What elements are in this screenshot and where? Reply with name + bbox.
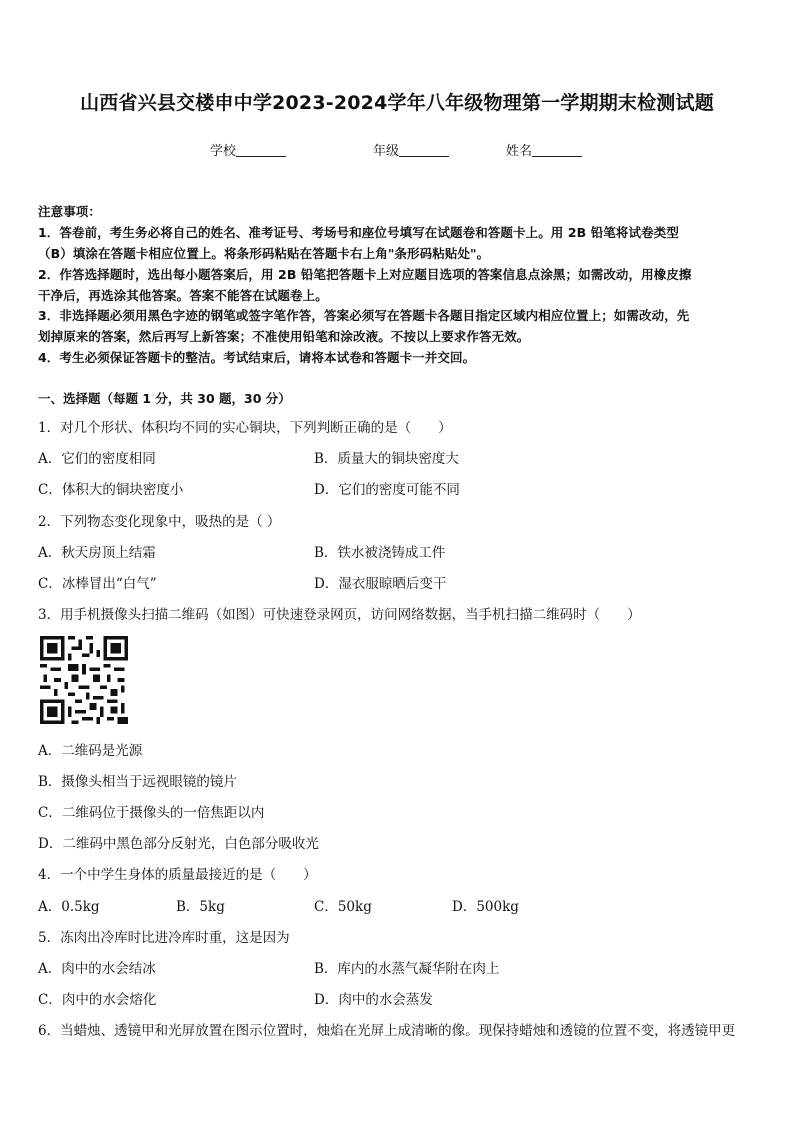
notes-heading: 注意事项：: [38, 204, 102, 219]
section-heading: 一、选择题（每题 1 分，共 30 题，30 分）: [38, 391, 291, 406]
q3-option-a[interactable]: A．二维码是光源: [38, 743, 143, 759]
grade-field[interactable]: [373, 140, 449, 159]
q4-option-a[interactable]: A．0.5kg: [38, 899, 100, 915]
note-line: 3．非选择题必须用黑色字迹的钢笔或签字笔作答，答案必须写在答题卡各题目指定区域内相应位置上；如需改动，先: [38, 308, 690, 323]
note-line: 2．作答选择题时，选出每小题答案后，用 2B 铅笔把答题卡上对应题目选项的答案信息点涂黑；如需改动，用橡皮擦: [38, 267, 692, 282]
question-1-stem: 1．对几个形状、体积均不同的实心铜块，下列判断正确的是（ ）: [38, 420, 452, 436]
qr-code-image: [40, 636, 128, 724]
note-line: 4．考生必须保证答题卡的整洁。考试结束后，请将本试卷和答题卡一并交回。: [38, 350, 476, 365]
q3-option-c[interactable]: C．二维码位于摄像头的一倍焦距以内: [38, 805, 265, 821]
name-blank[interactable]: [532, 142, 582, 157]
q1-option-d[interactable]: D．它们的密度可能不同: [314, 482, 460, 498]
q1-option-c[interactable]: C．体积大的铜块密度小: [38, 482, 184, 498]
q5-option-b[interactable]: B．库内的水蒸气凝华附在肉上: [314, 961, 500, 977]
school-label: 学校: [210, 144, 237, 159]
question-2-stem: 2．下列物态变化现象中，吸热的是（ ）: [38, 514, 281, 530]
q2-option-c[interactable]: C．冰棒冒出“白气”: [38, 576, 157, 592]
q1-option-b[interactable]: B．质量大的铜块密度大: [314, 451, 459, 467]
q5-option-c[interactable]: C．肉中的水会熔化: [38, 992, 157, 1008]
name-label: 姓名: [506, 144, 533, 159]
q2-option-a[interactable]: A．秋天房顶上结霜: [38, 545, 156, 561]
question-5-stem: 5．冻肉出冷库时比进冷库时重，这是因为: [38, 930, 290, 946]
q4-option-c[interactable]: C．50kg: [314, 899, 372, 915]
q1-option-a[interactable]: A．它们的密度相同: [38, 451, 156, 467]
question-4-stem: 4．一个中学生身体的质量最接近的是（ ）: [38, 867, 317, 883]
q2-option-d[interactable]: D．湿衣服晾晒后变干: [314, 576, 447, 592]
q3-option-d[interactable]: D．二维码中黑色部分反射光，白色部分吸收光: [38, 836, 319, 852]
note-line: 干净后，再选涂其他答案。答案不能答在试题卷上。: [38, 288, 328, 303]
note-line: 划掉原来的答案，然后再写上新答案；不准使用铅笔和涂改液。不按以上要求作答无效。: [38, 329, 530, 344]
school-field[interactable]: [210, 140, 286, 159]
student-info-row: [0, 140, 794, 160]
question-6-stem: 6．当蜡烛、透镜甲和光屏放置在图示位置时，烛焰在光屏上成清晰的像。现保持蜡烛和透镜的位置不变，将透镜甲更: [38, 1023, 736, 1039]
note-line: （B）填涂在答题卡相应位置上。将条形码粘贴在答题卡右上角"条形码粘贴处"。: [38, 246, 490, 261]
school-blank[interactable]: [236, 142, 286, 157]
exam-title: 山西省兴县交楼申中学2023-2024学年八年级物理第一学期期末检测试题: [80, 92, 714, 114]
grade-label: 年级: [373, 144, 400, 159]
q3-option-b[interactable]: B．摄像头相当于远视眼镜的镜片: [38, 774, 237, 790]
q4-option-b[interactable]: B．5kg: [176, 899, 225, 915]
name-field[interactable]: [506, 140, 582, 159]
q4-option-d[interactable]: D．500kg: [452, 899, 519, 915]
note-line: 1．答卷前，考生务必将自己的姓名、准考证号、考场号和座位号填写在试题卷和答题卡上。用 2B 铅笔将试卷类型: [38, 225, 679, 240]
q5-option-a[interactable]: A．肉中的水会结冰: [38, 961, 156, 977]
question-3-stem: 3．用手机摄像头扫描二维码（如图）可快速登录网页，访问网络数据，当手机扫描二维码时（ ）: [38, 607, 641, 623]
q5-option-d[interactable]: D．肉中的水会蒸发: [314, 992, 433, 1008]
q2-option-b[interactable]: B．铁水被浇铸成工件: [314, 545, 446, 561]
grade-blank[interactable]: [399, 142, 449, 157]
